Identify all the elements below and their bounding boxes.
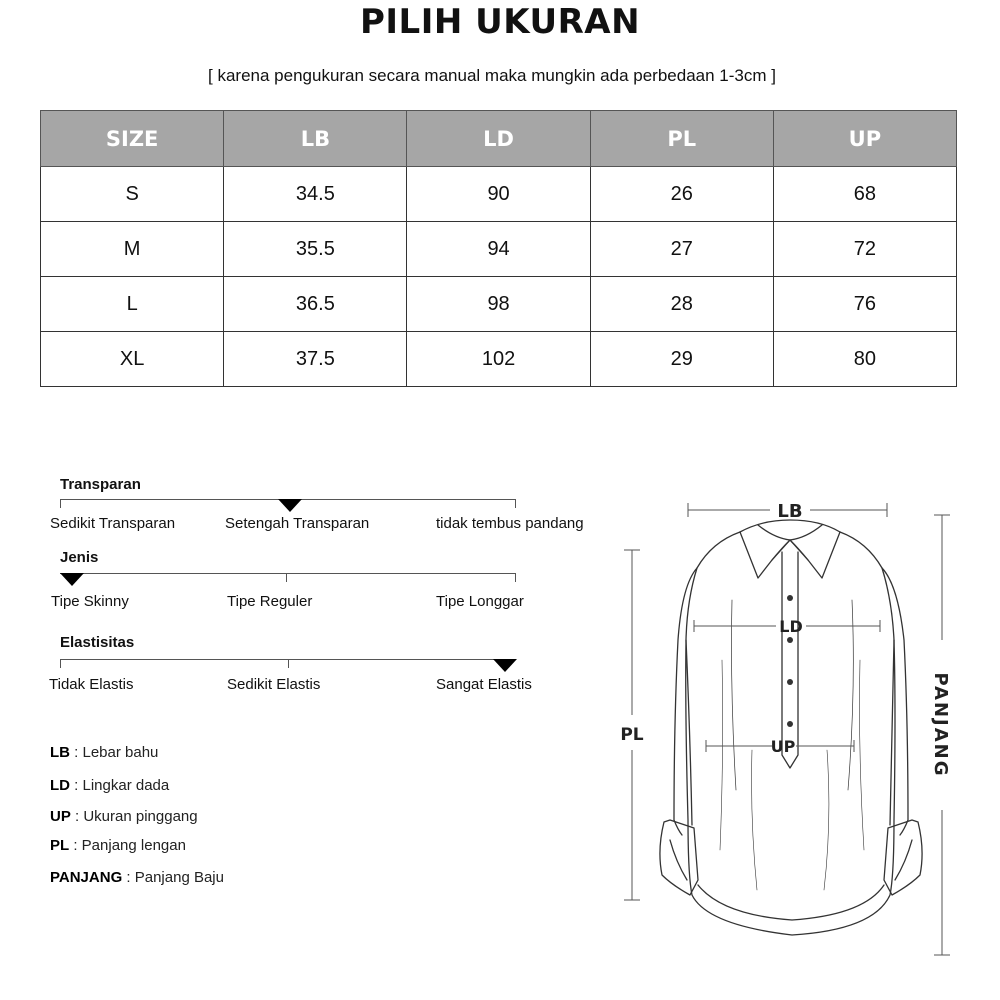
diagram-label-ld: LD [779, 617, 803, 636]
legend-desc: : Lebar bahu [70, 744, 159, 761]
size-table-header-row [41, 111, 957, 167]
header-ld: LD [407, 111, 590, 167]
cell-up: 72 [773, 222, 956, 277]
cell-up: 80 [773, 332, 956, 387]
button-dot [787, 595, 793, 601]
table-row [41, 222, 957, 277]
legend-abbr: LD [50, 777, 70, 794]
scale-tick [515, 573, 516, 582]
button-dot [787, 679, 793, 685]
option-tipe-reguler: Tipe Reguler [227, 593, 313, 610]
legend-abbr: LB [50, 744, 70, 761]
header-pl: PL [590, 111, 773, 167]
option-tidak-tembus-pandang: tidak tembus pandang [436, 515, 584, 532]
shirt-measurement-diagram [612, 490, 972, 960]
scale-tick [286, 573, 287, 582]
legend-item [50, 837, 186, 854]
header-lb: LB [224, 111, 407, 167]
diagram-label-panjang: PANJANG [930, 672, 951, 778]
cell-pl: 26 [590, 167, 773, 222]
button-dot [787, 637, 793, 643]
option-tidak-elastis: Tidak Elastis [49, 676, 134, 693]
legend-abbr: UP [50, 808, 71, 825]
cell-lb: 34.5 [224, 167, 407, 222]
selected-marker-transparan [278, 499, 302, 512]
diagram-label-up: UP [770, 737, 796, 756]
option-sedikit-transparan: Sedikit Transparan [50, 515, 176, 532]
option-tipe-longgar: Tipe Longgar [436, 593, 524, 610]
scale-tick [515, 499, 516, 508]
legend-item [50, 744, 158, 761]
legend-desc: : Ukuran pinggang [70, 808, 198, 825]
selected-marker-jenis [60, 573, 84, 586]
header-up: UP [773, 111, 956, 167]
scale-tick [60, 659, 61, 668]
cell-ld: 102 [407, 332, 590, 387]
cell-size: L [41, 277, 224, 332]
header-size: SIZE [41, 111, 224, 167]
scale-heading-elastisitas: Elastisitas [60, 634, 135, 651]
legend-abbr: PANJANG [50, 869, 123, 886]
selected-marker-elastisitas [493, 659, 517, 672]
cell-size: S [41, 167, 224, 222]
scale-heading-transparan: Transparan [60, 476, 141, 493]
legend-abbr: PL [50, 837, 70, 854]
scale-tick [60, 499, 61, 508]
button-dot [787, 721, 793, 727]
shirt-illustration [660, 520, 922, 935]
legend-desc: : Panjang Baju [122, 869, 224, 886]
option-tipe-skinny: Tipe Skinny [51, 593, 129, 610]
option-sangat-elastis: Sangat Elastis [436, 676, 532, 693]
legend-desc: : Lingkar dada [70, 777, 170, 794]
cell-up: 68 [773, 167, 956, 222]
diagram-label-pl: PL [620, 725, 644, 745]
page-title: PILIH UKURAN [359, 2, 641, 42]
legend-desc: : Panjang lengan [69, 837, 186, 854]
table-row [41, 277, 957, 332]
table-row [41, 332, 957, 387]
table-row [41, 167, 957, 222]
size-table [40, 110, 957, 387]
cell-up: 76 [773, 277, 956, 332]
cell-pl: 29 [590, 332, 773, 387]
cell-pl: 28 [590, 277, 773, 332]
scale-tick [288, 659, 289, 668]
legend-item [50, 777, 169, 794]
cell-ld: 98 [407, 277, 590, 332]
measurement-note: [ karena pengukuran secara manual maka mungkin ada perbedaan 1-3cm ] [208, 66, 776, 85]
option-sedikit-elastis: Sedikit Elastis [227, 676, 321, 693]
option-setengah-transparan: Setengah Transparan [225, 515, 370, 532]
cell-pl: 27 [590, 222, 773, 277]
cell-ld: 90 [407, 167, 590, 222]
scale-heading-jenis: Jenis [60, 549, 99, 566]
legend-item [50, 869, 224, 886]
cell-lb: 36.5 [224, 277, 407, 332]
cell-size: M [41, 222, 224, 277]
legend-item [50, 808, 198, 825]
shirt-buttons [787, 595, 793, 727]
scale-line-jenis [60, 573, 515, 574]
cell-lb: 35.5 [224, 222, 407, 277]
measurement-lines [624, 503, 950, 955]
cell-lb: 37.5 [224, 332, 407, 387]
diagram-label-lb: LB [777, 501, 803, 522]
cell-size: XL [41, 332, 224, 387]
cell-ld: 94 [407, 222, 590, 277]
